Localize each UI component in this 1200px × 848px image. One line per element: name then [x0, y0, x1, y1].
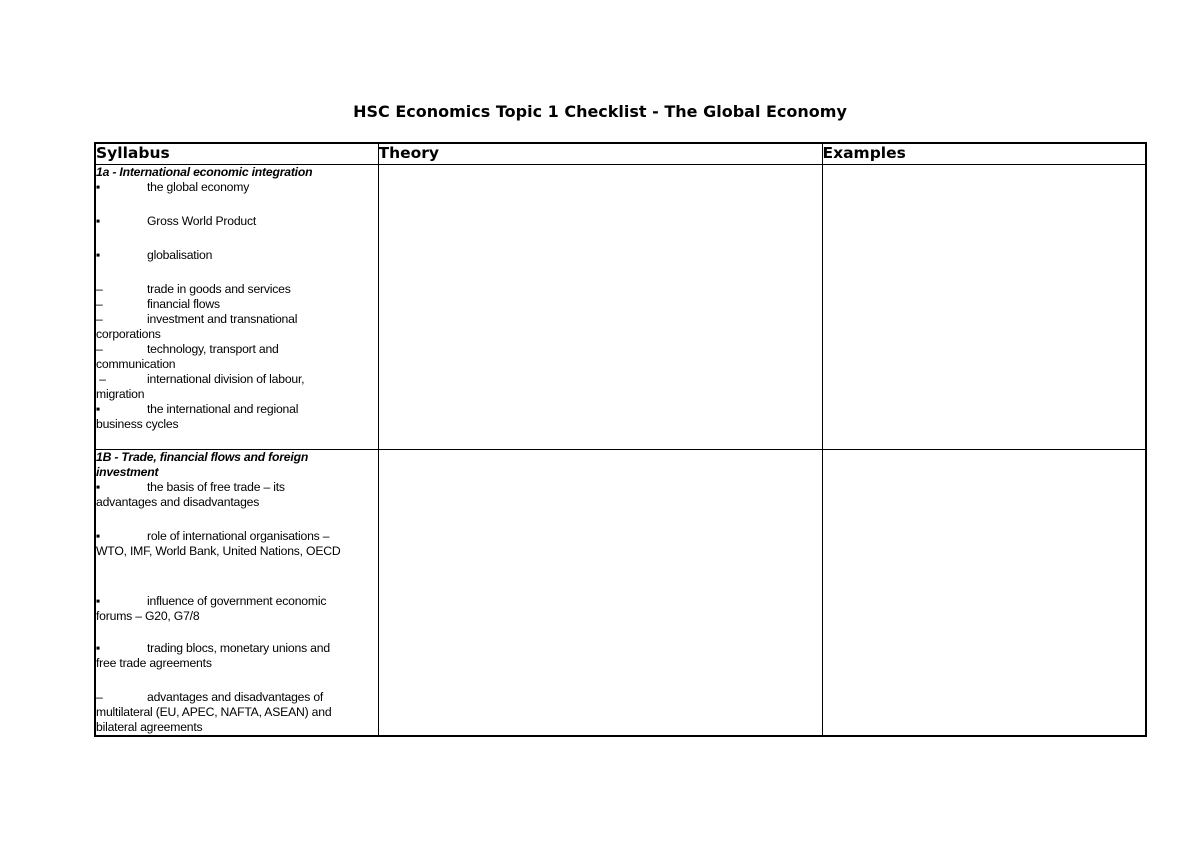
list-item [96, 480, 378, 495]
list-item [96, 372, 378, 387]
section-heading-1b: 1B - Trade, financial flows and foreign [96, 450, 309, 464]
list-item [96, 690, 378, 705]
list-item [96, 282, 378, 297]
list-item [96, 594, 378, 609]
header-row [95, 143, 1146, 165]
section-heading-1b-continued: investment [96, 465, 159, 479]
item-text: role of international organisations – [147, 529, 330, 543]
item-text: investment and transnational [147, 312, 298, 326]
bullet-marker: – [96, 372, 106, 386]
list-item [96, 214, 378, 229]
item-text-continued: forums – G20, G7/8 [96, 609, 200, 623]
item-text-continued: advantages and disadvantages [96, 495, 260, 509]
list-item [96, 641, 378, 656]
item-text-continued: migration [96, 387, 145, 401]
item-text-continued: communication [96, 357, 176, 371]
section-heading-1a: 1a - International economic integration [96, 165, 313, 179]
examples-cell-1b[interactable] [822, 450, 1146, 737]
bullet-marker: – [96, 342, 103, 356]
item-text: the global economy [147, 180, 250, 194]
list-item [96, 297, 378, 312]
theory-cell-1b[interactable] [378, 450, 822, 737]
item-text-continued-2: bilateral agreements [96, 720, 203, 734]
bullet-marker: ▪ [96, 248, 101, 262]
column-header-syllabus: Syllabus [95, 143, 378, 165]
item-text: the basis of free trade – its [147, 480, 285, 494]
item-text: advantages and disadvantages of [147, 690, 324, 704]
list-item [96, 402, 378, 417]
theory-cell-1a[interactable] [378, 165, 822, 450]
item-text: the international and regional [147, 402, 299, 416]
column-header-theory: Theory [378, 143, 822, 165]
bullet-marker: ▪ [96, 180, 101, 194]
list-item [96, 312, 378, 327]
bullet-marker: – [96, 297, 103, 311]
bullet-marker: – [96, 282, 103, 296]
list-item [96, 529, 378, 544]
bullet-marker: ▪ [96, 214, 101, 228]
bullet-marker: ▪ [96, 641, 101, 655]
list-item [96, 248, 378, 263]
item-text: international division of labour, [147, 372, 305, 386]
checklist-table [94, 142, 1147, 737]
item-text-continued: WTO, IMF, World Bank, United Nations, OECD [96, 544, 341, 558]
item-text: globalisation [147, 248, 213, 262]
item-text-continued: multilateral (EU, APEC, NAFTA, ASEAN) and [96, 705, 332, 719]
item-text-continued: free trade agreements [96, 656, 212, 670]
bullet-marker: ▪ [96, 529, 101, 543]
item-text: Gross World Product [147, 214, 257, 228]
item-text: trade in goods and services [147, 282, 291, 296]
bullet-marker: – [96, 690, 103, 704]
bullet-marker: ▪ [96, 594, 101, 608]
bullet-marker: – [96, 312, 103, 326]
syllabus-cell-1a [95, 165, 378, 450]
examples-cell-1a[interactable] [822, 165, 1146, 450]
list-item [96, 180, 378, 195]
column-header-examples: Examples [822, 143, 1146, 165]
table-row-section-1b [95, 450, 1146, 737]
item-text: financial flows [147, 297, 220, 311]
item-text: technology, transport and [147, 342, 279, 356]
table-row-section-1a [95, 165, 1146, 450]
item-text-continued: corporations [96, 327, 161, 341]
item-text-continued: business cycles [96, 417, 179, 431]
syllabus-cell-1b [95, 450, 378, 737]
list-item [96, 342, 378, 357]
item-text: trading blocs, monetary unions and [147, 641, 330, 655]
bullet-marker: ▪ [96, 480, 101, 494]
bullet-marker: ▪ [96, 402, 101, 416]
document-title: HSC Economics Topic 1 Checklist - The Global Economy [353, 102, 847, 121]
item-text: influence of government economic [147, 594, 327, 608]
